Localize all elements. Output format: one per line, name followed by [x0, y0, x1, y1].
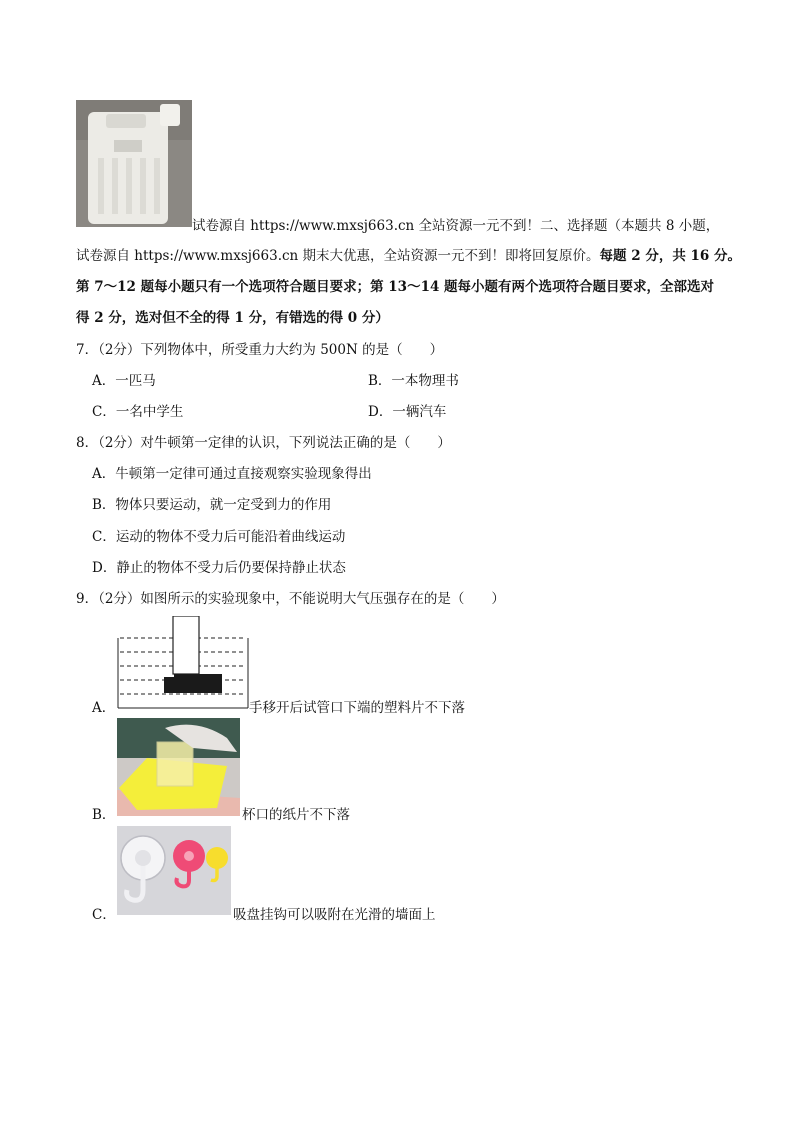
header-line-2-bold: 每题 2 分，共 16 分。 — [599, 248, 742, 264]
header-line-2-text: 试卷源自 https://www.mxsj663.cn 期末大优惠，全站资源一元不到！即将回复原价。 — [76, 248, 600, 264]
question-8-option-d: D．静止的物体不受力后仍要保持静止状态 — [92, 560, 346, 576]
question-8-option-c: C．运动的物体不受力后可能沿着曲线运动 — [92, 529, 346, 545]
header-line-4: 得 2 分，选对但不全的得 1 分，有错选的得 0 分） — [76, 310, 389, 326]
question-7-option-c: C．一名中学生 — [92, 404, 184, 420]
question-7-option-d: D．一辆汽车 — [368, 404, 447, 420]
jerrycan-photo — [76, 100, 192, 227]
header-line-1: 试卷源自 https://www.mxsj663.cn 全站资源一元不到！二、选择题（本题共 8 小题， — [192, 218, 720, 234]
option-b-label: B． — [92, 807, 116, 823]
header-line-3: 第 7～12 题每小题只有一个选项符合题目要求；第 13～14 题每小题有两个选项符合题目要求，全部选对 — [76, 279, 715, 295]
cup-paper-photo — [117, 718, 240, 816]
question-7-option-a: A．一匹马 — [92, 373, 156, 389]
header-line-2 — [76, 246, 741, 266]
question-8-stem: 8．（2分）对牛顿第一定律的认识，下列说法正确的是（ ） — [76, 435, 451, 451]
question-9-option-a — [92, 698, 115, 718]
option-c-label: C． — [92, 907, 116, 923]
test-tube-diagram — [117, 616, 249, 714]
question-9-option-c — [92, 905, 116, 925]
question-9-option-b — [92, 805, 115, 825]
option-a-caption: 手移开后试管口下端的塑料片不下落 — [249, 700, 465, 716]
option-b-caption: 杯口的纸片不下落 — [242, 807, 350, 823]
option-a-label: A． — [92, 700, 116, 716]
question-7-option-b: B．一本物理书 — [368, 373, 459, 389]
suction-hooks-photo — [117, 826, 231, 915]
question-8-option-a: A．牛顿第一定律可通过直接观察实验现象得出 — [92, 466, 372, 482]
question-7-stem: 7．（2分）下列物体中，所受重力大约为 500N 的是（ ） — [76, 342, 444, 358]
question-8-option-b: B．物体只要运动，就一定受到力的作用 — [92, 497, 332, 513]
option-c-caption: 吸盘挂钩可以吸附在光滑的墙面上 — [233, 907, 436, 923]
question-9-stem: 9．（2分）如图所示的实验现象中，不能说明大气压强存在的是（ ） — [76, 591, 505, 607]
